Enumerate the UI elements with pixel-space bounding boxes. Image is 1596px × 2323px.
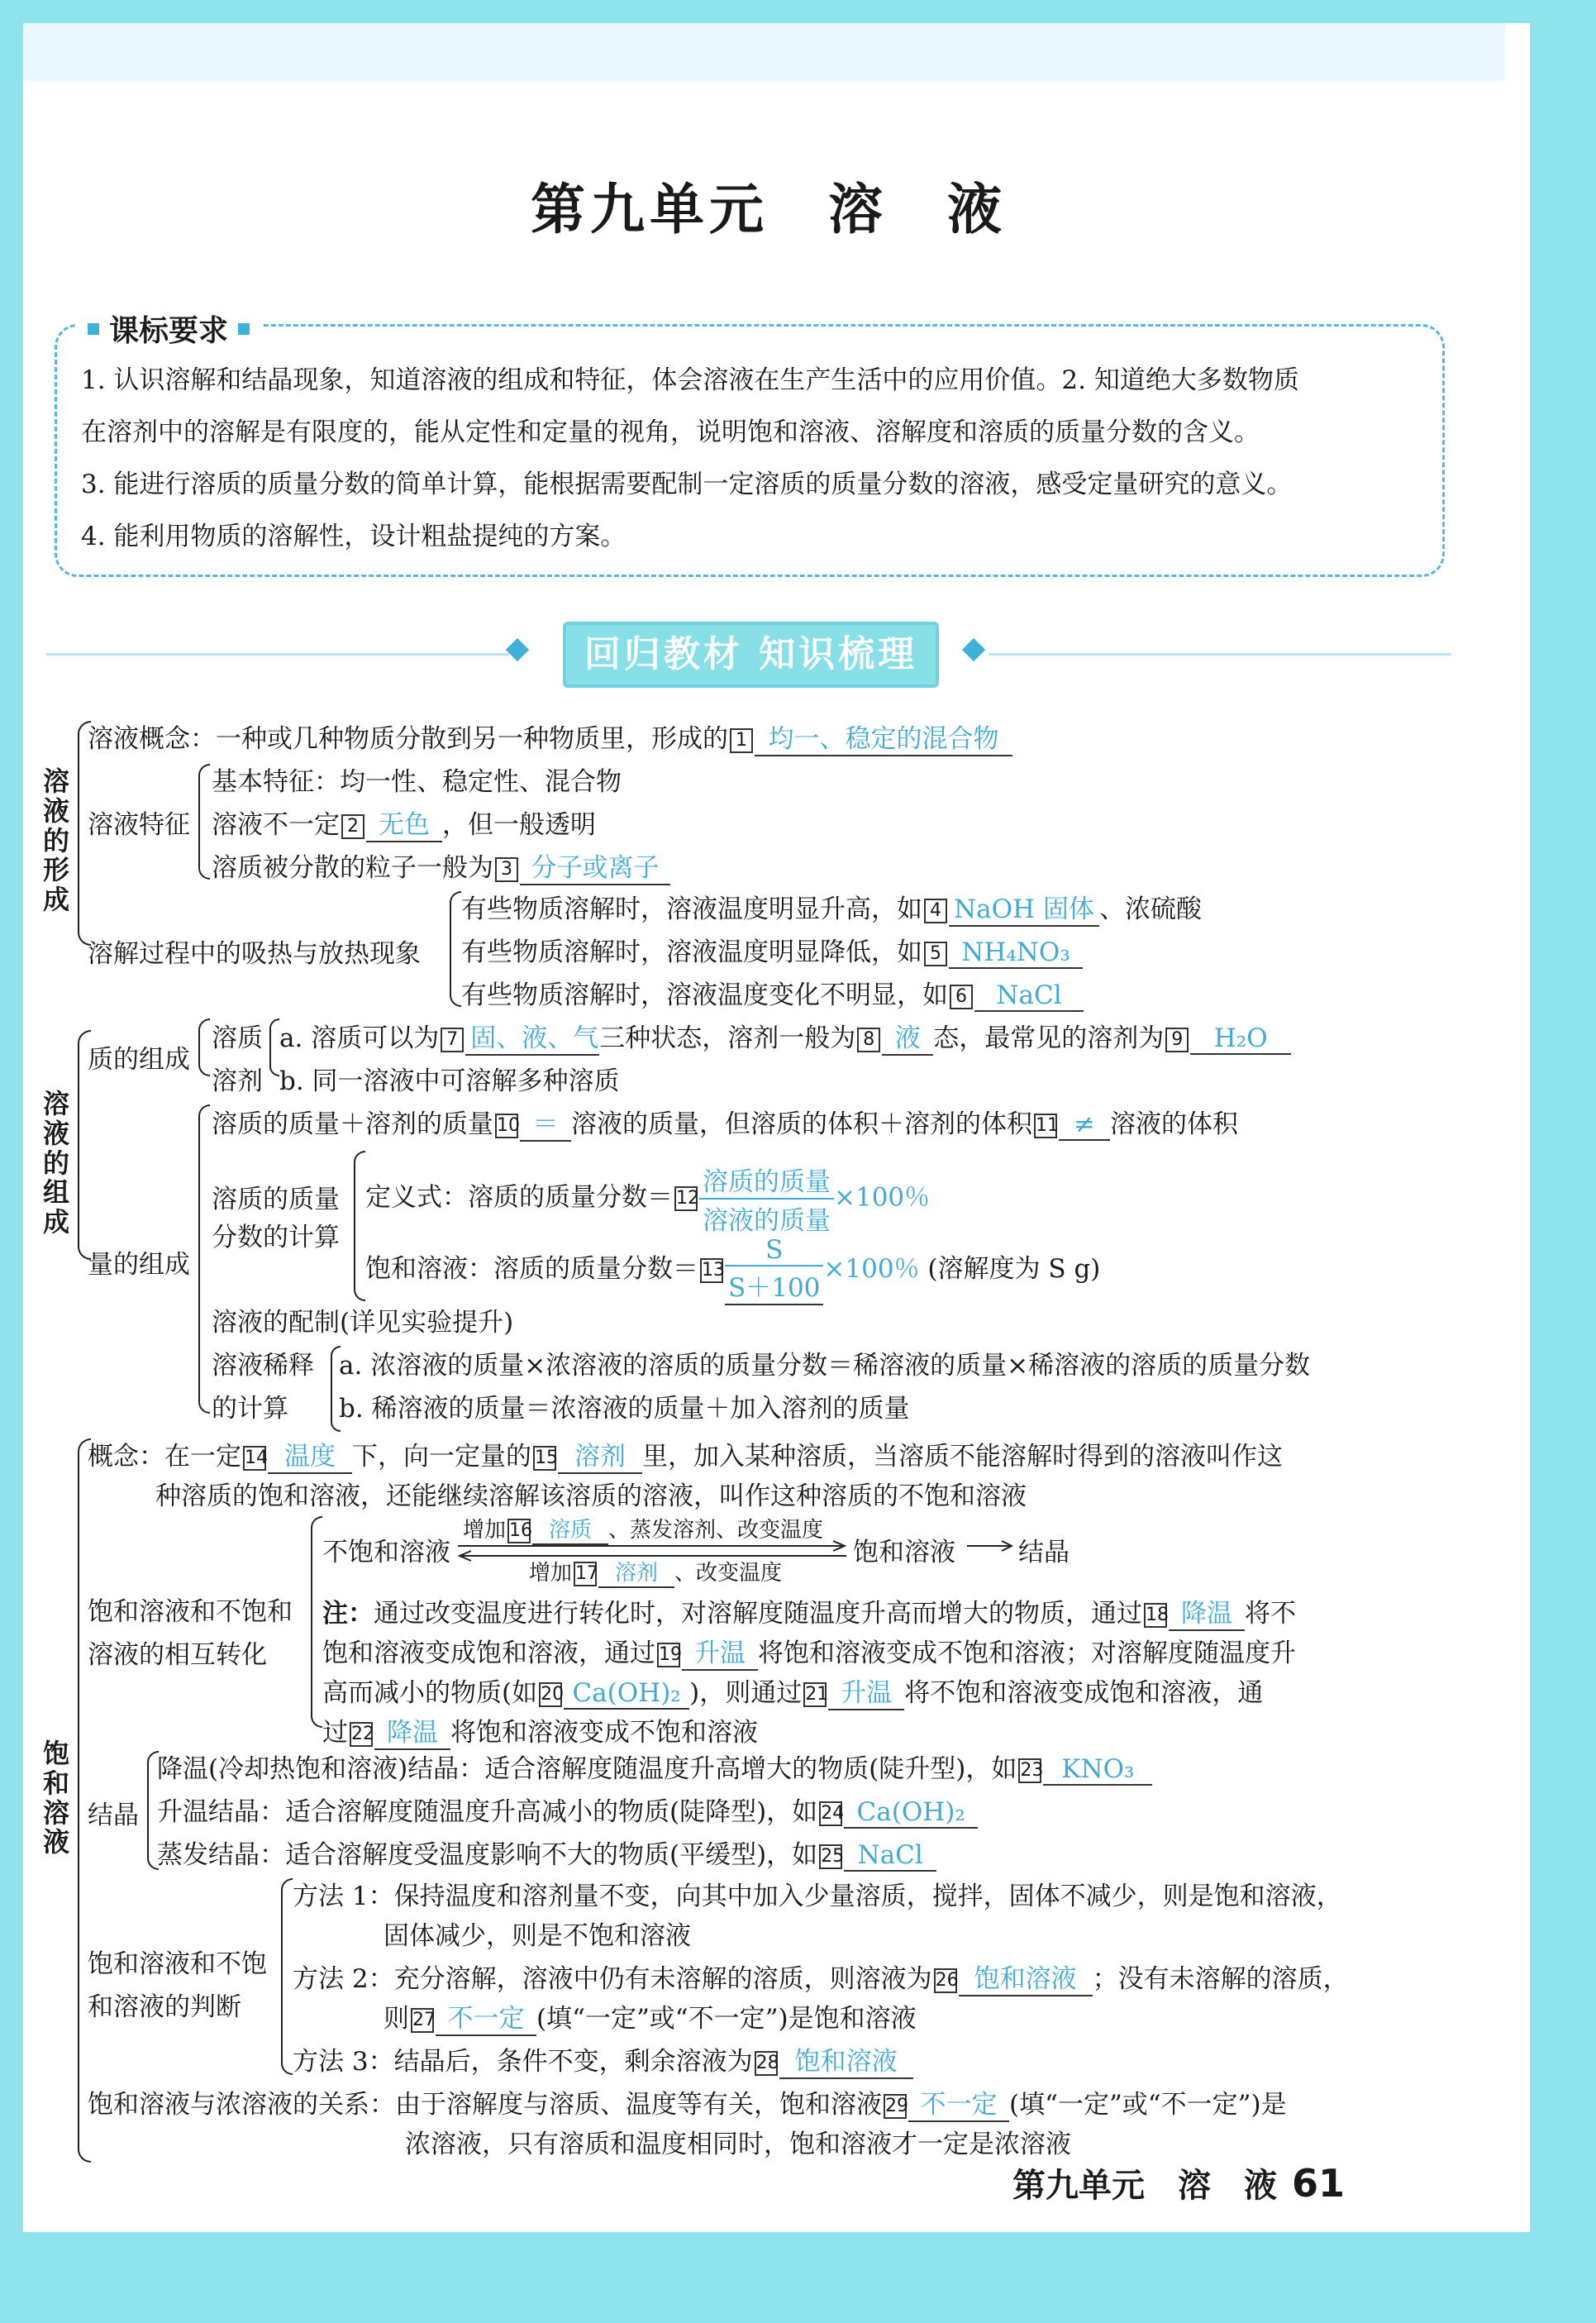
dilute-label: 溶液稀释 的计算	[212, 1351, 314, 1424]
conversion-end: 结晶	[1018, 1538, 1070, 1567]
text: 溶液的质量，但溶质的体积＋溶剂的体积	[571, 1109, 1032, 1139]
text: 有些物质溶解时，溶液温度变化不明显，如	[461, 980, 948, 1010]
calc-label: 溶质的质量 分数的计算	[212, 1185, 340, 1252]
answer: 饱和溶液	[779, 2040, 913, 2079]
blank-number: 13	[700, 1258, 723, 1283]
text: 溶质被分散的粒子一般为	[212, 853, 493, 883]
heat-line	[461, 974, 1084, 1012]
blank-number: 24	[819, 1801, 842, 1826]
numerator: S	[725, 1235, 823, 1266]
requirement-line: 4. 能利用物质的溶解性，设计粗盐提纯的方案。	[81, 522, 626, 551]
blank-number: 25	[819, 1844, 842, 1869]
prep-line: 溶液的配制(详见实验提升)	[212, 1308, 514, 1338]
page-number: 61	[1292, 2161, 1346, 2206]
section-banner: 回归教材 知识梳理	[563, 622, 939, 688]
answer: 固、液、气	[465, 1017, 599, 1056]
text: 增加	[529, 1561, 573, 1586]
answer: 分子或离子	[520, 847, 670, 885]
blank-number: 23	[1018, 1758, 1041, 1783]
border-right	[1530, 0, 1596, 2323]
text: ，但一般透明	[442, 810, 596, 840]
text: 溶液不一定	[212, 810, 340, 840]
answer: 不一定	[908, 2083, 1009, 2122]
text: 方法 3：结晶后，条件不变，剩余溶液为	[293, 2047, 753, 2077]
text: 溶液的体积	[1110, 1109, 1238, 1139]
saturated-concept	[88, 1435, 1283, 1474]
divider	[989, 653, 1451, 656]
blank-number: 9	[1165, 1028, 1189, 1052]
text: 有些物质溶解时，溶液温度明显降低，如	[461, 937, 922, 967]
requirement-line: 3. 能进行溶质的质量分数的简单计算，能根据需要配制一定溶质的质量分数的溶液，感受定量研究的意义。	[81, 470, 1293, 499]
text: 下，向一定量的	[352, 1442, 531, 1472]
text: 里，加入某种溶质，当溶质不能溶解时得到的溶液叫作这	[642, 1442, 1283, 1472]
text: )，则通过	[689, 1678, 803, 1708]
convert-label: 饱和溶液和不饱和 溶液的相互转化	[88, 1597, 293, 1670]
composition-line: b. 同一溶液中可溶解多种溶质	[279, 1066, 620, 1096]
text: 高而减小的物质(如	[322, 1678, 538, 1708]
answer: Ca(OH)₂	[564, 1678, 689, 1710]
border-top	[0, 0, 1596, 23]
feature-line	[212, 804, 596, 842]
text: 不饱和溶液	[322, 1538, 450, 1567]
text: 将饱和溶液变成不饱和溶液；对溶解度随温度升	[758, 1639, 1296, 1668]
brace	[450, 891, 461, 1007]
composition-line	[279, 1017, 1291, 1056]
judge-label: 饱和溶液和不饱 和溶液的判断	[88, 1949, 267, 2022]
footer-unit: 第九单元 溶 液	[1012, 2167, 1277, 2205]
arrow-right-icon	[965, 1539, 1015, 1553]
text: (填“一定”或“不一定”)是	[1009, 2090, 1287, 2120]
answer: 升温	[682, 1632, 758, 1671]
definition-line	[365, 1161, 930, 1237]
answer: 升温	[828, 1672, 904, 1710]
answer: 温度	[268, 1435, 352, 1474]
text: 将饱和溶液变成不饱和溶液	[450, 1718, 758, 1748]
blank-number: 20	[539, 1682, 562, 1707]
text: 概念：在一定	[88, 1442, 241, 1472]
blank-number: 4	[924, 899, 947, 923]
section-label-saturated: 饱和溶液	[42, 1738, 69, 1858]
blank-number: 27	[411, 2008, 434, 2033]
text: 饱和溶液	[853, 1538, 955, 1567]
heat-label: 溶解过程中的吸热与放热现象	[88, 939, 421, 969]
note-line	[322, 1672, 1263, 1710]
relation-line	[88, 2083, 1287, 2122]
text: 通过改变温度进行转化时，对溶解度随温度升高而增大的物质，通过	[374, 1599, 1142, 1629]
blank-number: 14	[243, 1446, 266, 1471]
relation-line2: 浓溶液，只有溶质和温度相同时，饱和溶液才一定是浓溶液	[405, 2130, 1071, 2159]
answer: 不一定	[436, 1997, 536, 2036]
text: 降温(冷却热饱和溶液)结晶：适合溶解度随温度升高增大的物质(陡升型)，如	[157, 1754, 1017, 1784]
blank-number: 29	[884, 2094, 907, 2119]
quality-label: 质的组成	[88, 1045, 190, 1075]
fraction	[725, 1235, 823, 1305]
answer: 均一、稳定的混合物	[755, 718, 1012, 756]
conversion-bottom-label	[529, 1556, 782, 1588]
features-label: 溶液特征	[88, 810, 190, 840]
border-bottom	[0, 2232, 1596, 2323]
brace	[198, 1018, 210, 1076]
requirement-line: 在溶剂中的溶解是有限度的，能从定性和定量的视角，说明饱和溶液、溶解度和溶质的质量分数的含义。	[81, 417, 1260, 447]
section-label-formation: 溶液的形成	[42, 766, 69, 916]
judge-line	[293, 2040, 913, 2079]
text: 溶液概念：一种或几种物质分散到另一种物质里，形成的	[88, 724, 728, 754]
blank-number: 5	[924, 942, 947, 966]
judge-line	[293, 1958, 1349, 1996]
blank-number: 16	[507, 1519, 531, 1543]
answer: 无色	[366, 804, 442, 842]
header-strip	[23, 23, 1505, 81]
denominator: 溶液的质量	[703, 1206, 831, 1236]
note-label: 注：	[322, 1599, 374, 1629]
text: 将不饱和溶液变成饱和溶液，通	[904, 1678, 1264, 1708]
text: 定义式：溶质的质量分数＝	[365, 1182, 673, 1213]
answer: ＝	[520, 1103, 571, 1142]
answer: H₂O	[1190, 1023, 1291, 1055]
numerator: 溶质的质量	[699, 1161, 834, 1200]
text: 三种状态，溶剂一般为	[599, 1023, 856, 1053]
page-footer	[1012, 2159, 1345, 2206]
brace	[281, 1878, 293, 2075]
blank-number: 18	[1144, 1603, 1167, 1628]
solute-solvent: 溶质 溶剂	[212, 1023, 263, 1096]
judge-line: 方法 1：保持温度和溶剂量不变，向其中加入少量溶质，搅拌，固体不减少，则是饱和溶液，	[293, 1882, 1342, 1911]
text: 增加	[463, 1518, 507, 1543]
text: 过	[322, 1718, 348, 1748]
blank-number: 15	[533, 1446, 556, 1471]
square-icon	[88, 323, 99, 335]
heat-line	[461, 888, 1202, 927]
crystallization-label: 结晶	[88, 1801, 139, 1830]
answer: NH₄NO₃	[949, 937, 1083, 969]
answer: 降温	[1169, 1592, 1245, 1631]
answer: 液	[882, 1017, 933, 1056]
saturated-concept-line2: 种溶质的饱和溶液，还能继续溶解该溶质的溶液，叫作这种溶质的不饱和溶液	[155, 1481, 1027, 1511]
dilute-line: b. 稀溶液的质量＝浓溶液的质量＋加入溶剂的质量	[339, 1394, 910, 1424]
saturated-fraction-line	[365, 1235, 1100, 1305]
conversion-right	[853, 1531, 955, 1568]
brace	[354, 1151, 365, 1301]
answer: ≠	[1059, 1109, 1110, 1141]
feature-line	[212, 847, 670, 885]
judge-line: 固体减少，则是不饱和溶液	[384, 1921, 691, 1951]
note-line	[322, 1632, 1296, 1671]
answer: Ca(OH)₂	[844, 1797, 978, 1829]
blank-number: 11	[1034, 1114, 1057, 1138]
text: 则	[384, 2004, 409, 2034]
answer: ×100％	[823, 1254, 920, 1284]
border-left	[0, 0, 23, 2323]
dilute-line: a. 浓溶液的质量×浓溶液的溶质的质量分数＝稀溶液的质量×稀溶液的溶质的质量分数	[339, 1351, 1311, 1381]
blank-number: 22	[350, 1722, 373, 1747]
blank-number: 8	[857, 1028, 880, 1052]
text: 态，最常见的溶剂为	[933, 1023, 1165, 1053]
blank-number: 17	[574, 1562, 597, 1586]
blank-number: 26	[934, 1968, 957, 1993]
requirements-heading	[76, 308, 261, 350]
text: 蒸发结晶：适合溶解度受温度影响不大的物质(平缓型)，如	[157, 1840, 818, 1870]
requirements-title: 课标要求	[109, 314, 229, 348]
denominator: S＋100	[728, 1273, 821, 1303]
blank-number: 6	[950, 985, 973, 1009]
crystallization-line	[157, 1834, 936, 1872]
answer: 溶质	[532, 1513, 608, 1545]
answer: ×100％	[834, 1182, 931, 1213]
blank-number: 21	[803, 1682, 827, 1707]
feature-line: 基本特征：均一性、稳定性、混合物	[212, 767, 622, 797]
text: 、蒸发溶剂、改变温度	[608, 1518, 824, 1543]
blank-number: 10	[495, 1114, 518, 1138]
blank-number: 7	[441, 1028, 464, 1052]
requirement-line: 1. 认识溶解和结晶现象，知道溶液的组成和特征，体会溶液在生产生活中的应用价值。2. 知道绝大多数物质	[81, 365, 1299, 395]
quantity-label: 量的组成	[88, 1250, 190, 1280]
note-line	[322, 1592, 1296, 1631]
brace	[269, 1018, 279, 1076]
text: 饱和溶液与浓溶液的关系：由于溶解度与溶质、温度等有关，饱和溶液	[88, 2090, 882, 2120]
brace	[311, 1516, 322, 1728]
answer: NaCl	[974, 980, 1084, 1012]
brace	[198, 1104, 210, 1414]
blank-number: 19	[657, 1643, 680, 1667]
blank-number: 28	[755, 2051, 778, 2076]
note-line	[322, 1711, 758, 1750]
fraction	[699, 1161, 834, 1237]
conversion-diagram	[322, 1531, 450, 1568]
page-title: 第九单元 溶 液	[531, 177, 1007, 241]
text: 溶质的质量＋溶剂的质量	[212, 1109, 493, 1139]
text: 饱和溶液变成饱和溶液，通过	[322, 1639, 655, 1668]
answer: KNO₃	[1043, 1754, 1152, 1786]
text: 、浓硫酸	[1099, 894, 1202, 924]
answer: 溶剂	[598, 1556, 674, 1588]
crystallization-line	[157, 1791, 978, 1829]
text: 将不	[1245, 1599, 1296, 1629]
mass-line	[212, 1103, 1238, 1142]
text: ；没有未溶解的溶质，	[1092, 1964, 1349, 1994]
brace	[198, 764, 210, 880]
text: 饱和溶液：溶质的质量分数＝	[365, 1254, 698, 1284]
blank-number: 3	[495, 857, 518, 882]
text: a. 溶质可以为	[279, 1023, 440, 1053]
answer: NaCl	[844, 1840, 936, 1872]
text: (溶解度为 S g)	[927, 1254, 1101, 1284]
answer: 溶剂	[558, 1435, 642, 1474]
divider	[46, 653, 509, 656]
blank-number: 12	[674, 1186, 698, 1211]
crystallization-line	[157, 1748, 1152, 1786]
blank-number: 1	[730, 728, 753, 753]
blank-number: 2	[341, 814, 364, 839]
text: 方法 2：充分溶解，溶液中仍有未溶解的溶质，则溶液为	[293, 1964, 932, 1994]
formation-concept	[88, 718, 1012, 756]
heat-line	[461, 931, 1083, 969]
text: 有些物质溶解时，溶液温度明显升高，如	[461, 894, 922, 924]
text: 升温结晶：适合溶解度随温度升高减小的物质(陡降型)，如	[157, 1797, 818, 1827]
section-label-composition: 溶液的组成	[42, 1088, 69, 1238]
judge-line	[384, 1997, 917, 2036]
square-icon	[238, 323, 250, 335]
text: (填“一定”或“不一定”)是饱和溶液	[536, 2004, 917, 2034]
answer: 降温	[374, 1711, 450, 1750]
answer: NaOH 固体	[949, 888, 1099, 927]
answer: 饱和溶液	[959, 1958, 1093, 1996]
text: 、改变温度	[674, 1561, 783, 1586]
